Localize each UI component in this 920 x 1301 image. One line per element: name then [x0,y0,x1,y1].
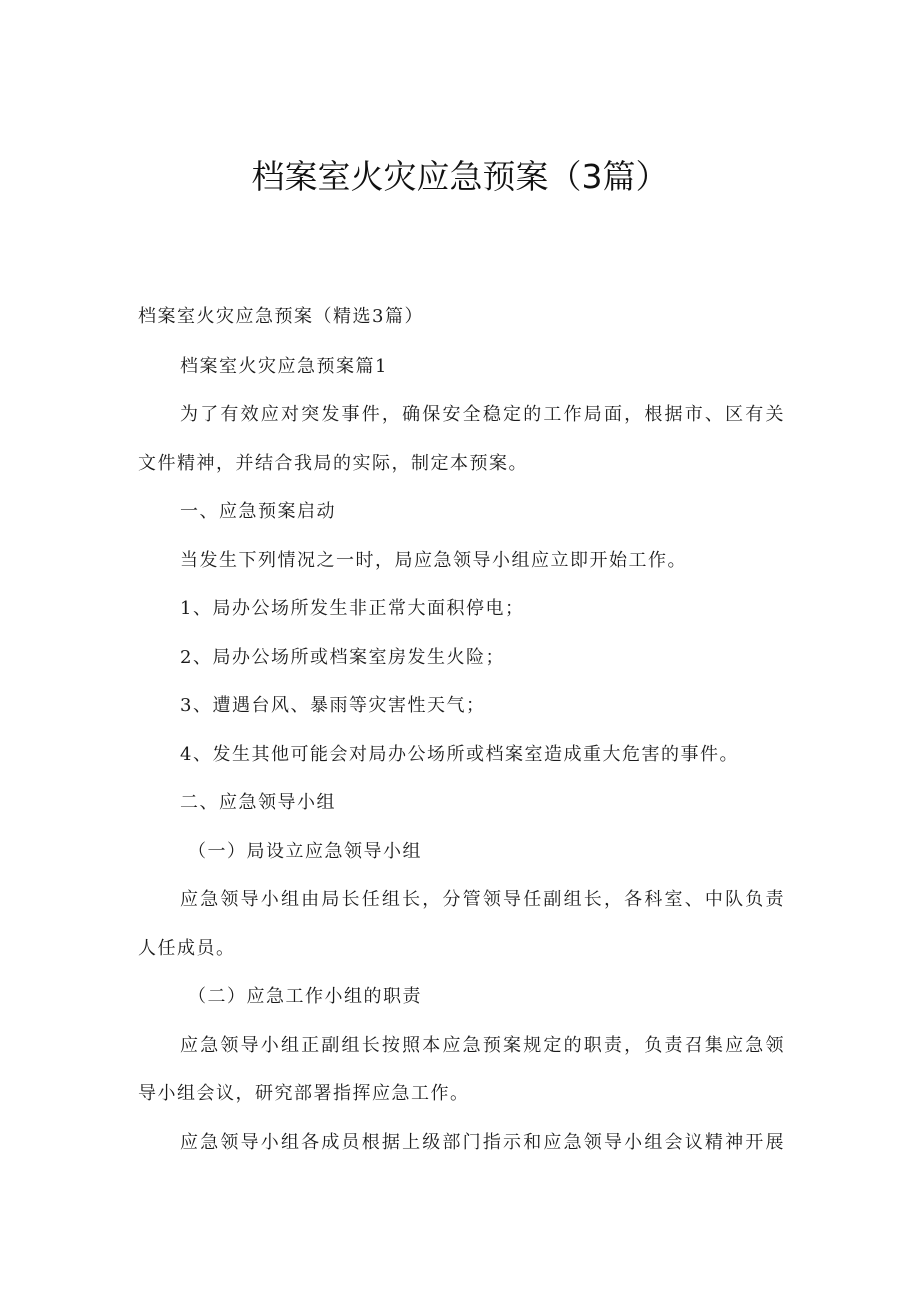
list-item: 3、遭遇台风、暴雨等灾害性天气； [180,695,486,716]
section-heading: 二、应急领导小组 [180,792,336,813]
paragraph-line: 人任成员。 [138,938,236,959]
paragraph-line: 应急领导小组由局长任组长，分管领导任副组长，各科室、中队负责 [180,889,784,910]
paragraph-line: 为了有效应对突发事件，确保安全稳定的工作局面，根据市、区有关 [180,404,784,425]
sub-heading: （二）应急工作小组的职责 [188,986,422,1007]
list-item: 4、发生其他可能会对局办公场所或档案室造成重大危害的事件。 [180,744,739,765]
paragraph-line: 应急领导小组正副组长按照本应急预案规定的职责，负责召集应急领 [180,1035,784,1056]
section-heading: 档案室火灾应急预案篇1 [180,356,388,377]
paragraph-line: 导小组会议，研究部署指挥应急工作。 [138,1083,470,1104]
paragraph-line: 文件精神，并结合我局的实际，制定本预案。 [138,453,528,474]
subtitle-line: 档案室火灾应急预案（精选3篇） [138,306,424,327]
sub-heading: （一）局设立应急领导小组 [188,841,422,862]
paragraph-line: 应急领导小组各成员根据上级部门指示和应急领导小组会议精神开展 [180,1132,784,1153]
paragraph-line: 当发生下列情况之一时，局应急领导小组应立即开始工作。 [180,550,687,571]
list-item: 2、局办公场所或档案室房发生火险； [180,647,505,668]
list-item: 1、局办公场所发生非正常大面积停电； [180,598,525,619]
section-heading: 一、应急预案启动 [180,501,336,522]
document-title: 档案室火灾应急预案（3篇） [251,157,669,196]
